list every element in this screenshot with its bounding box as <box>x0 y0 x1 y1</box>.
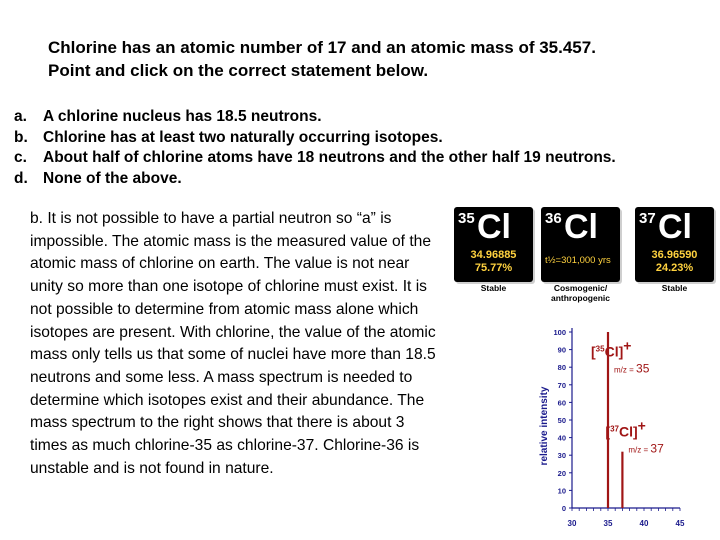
isotope-symbol: Cl <box>477 208 511 246</box>
isotope-mass-number: 35 <box>458 210 475 227</box>
x-tick-label: 30 <box>567 519 577 528</box>
isotope-symbol: Cl <box>658 208 692 246</box>
isotope-tiles <box>454 207 716 303</box>
isotope-mass-number: 36 <box>545 210 562 227</box>
isotope-mass-number: 37 <box>639 210 656 227</box>
option-text: About half of chlorine atoms have 18 neutrons and the other half 19 neutrons. <box>43 149 616 166</box>
y-tick-label: 10 <box>557 486 566 496</box>
ion-formula-label: [$^{35}$Cl]+ <box>591 337 632 360</box>
isotope-caption: Cosmogenic/ anthropogenic <box>550 283 611 303</box>
y-tick-label: 100 <box>553 328 566 337</box>
mz-label: m/z = 35 <box>614 361 650 376</box>
answer-options <box>14 107 714 189</box>
option-c[interactable] <box>14 148 714 169</box>
isotope-half-life: t½=301,000 yrs <box>545 255 611 266</box>
option-text: None of the above. <box>43 169 182 187</box>
y-tick-label: 70 <box>557 380 566 390</box>
y-tick-label: 30 <box>557 451 566 461</box>
option-text: Chlorine has at least two naturally occurring isotopes. <box>43 128 443 146</box>
y-tick-label: 40 <box>557 433 566 443</box>
option-letter: d. <box>14 169 28 187</box>
isotope-caption: Stable <box>480 283 507 293</box>
y-tick-label: 90 <box>557 345 566 355</box>
x-tick-label: 35 <box>603 519 613 528</box>
option-d[interactable] <box>14 169 714 190</box>
isotope-tile-cl35 <box>454 207 533 282</box>
option-letter: c. <box>14 149 27 166</box>
isotope-caption: Stable <box>661 283 688 293</box>
isotope-abundance: 75.77% <box>474 262 513 274</box>
explanation-text: b. It is not possible to have a partial neutron so “a” is impossible. The atomic mass is the measured value of the atomic mass of chlorine on earth. The value is not near unity so more than one isotope of chlorine must exist. It is not possible to determine from atomic mass alone which isotopes are present. With chlorine, the value of the atomic mass only tells us that some of nuclei have more than 18.5 neutrons and some less. A mass spectrum is needed to determine which isotopes exist and their abundance. The mass spectrum to the right shows that there is about 3 times as much chlorine-35 as chlorine-37. Chlorine-36 is unstable and is not found in nature. <box>30 210 436 477</box>
option-text: A chlorine nucleus has 18.5 neutrons. <box>43 108 322 125</box>
mz-label: m/z = 37 <box>628 441 664 456</box>
x-tick-label: 40 <box>639 519 649 528</box>
y-tick-label: 60 <box>557 398 566 408</box>
isotope-symbol: Cl <box>564 208 598 246</box>
option-b[interactable] <box>14 128 714 149</box>
isotope-tile-cl37 <box>635 207 714 282</box>
y-tick-label: 80 <box>557 363 566 373</box>
question-text <box>48 36 708 82</box>
option-letter: a. <box>14 108 27 125</box>
isotope-atomic-mass: 34.96885 <box>470 249 517 261</box>
x-tick-label: 45 <box>675 519 685 528</box>
isotope-atomic-mass: 36.96590 <box>651 249 698 261</box>
option-letter: b. <box>14 128 28 146</box>
isotope-abundance: 24.23% <box>655 262 694 274</box>
y-tick-label: 20 <box>557 468 566 478</box>
isotope-tile-cl36 <box>541 207 620 282</box>
option-a[interactable] <box>14 107 714 128</box>
question-line-1: Chlorine has an atomic number of 17 and an atomic mass of 35.457. <box>48 38 596 57</box>
ion-formula-label: [$^{37}$Cl]+ <box>605 417 646 440</box>
y-axis-label: relative intensity <box>539 386 550 466</box>
mass-spectrum-chart <box>530 318 720 540</box>
y-tick-label: 50 <box>557 416 566 425</box>
question-line-2: Point and click on the correct statement below. <box>48 61 429 80</box>
y-tick-label: 0 <box>561 504 566 513</box>
